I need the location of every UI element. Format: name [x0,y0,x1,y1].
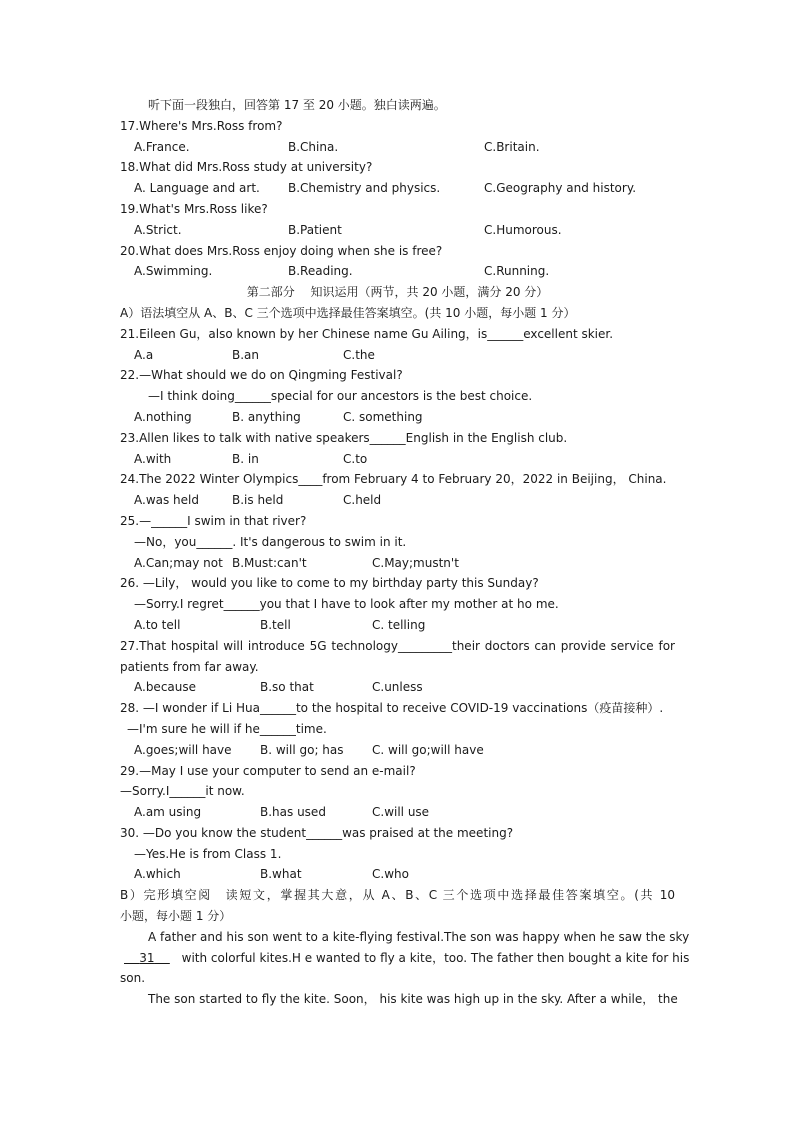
section-a-instruction: A）语法填空从 A、B、C 三个选项中选择最佳答案填空。(共 10 小题，每小题 1 分） [120,305,576,320]
cloze-paragraph1-line3: son. [120,971,146,986]
option-a: A.am using [134,805,202,820]
question-23-stem: 23.Allen likes to talk with native speakers______English in the English club. [120,430,568,445]
cloze-paragraph1-line2 [120,948,690,969]
option-b: B.is held [232,493,284,508]
question-20-stem: 20.What does Mrs.Ross enjoy doing when she is free? [120,243,443,258]
cloze-paragraph1-line2-text: with colorful kites.H e wanted to fly a kite，too. The father then bought a kite for his [181,950,690,965]
question-26-line2: —Sorry.I regret______you that I have to look after my mother at ho me. [134,597,559,612]
option-c: C.May;mustn't [372,555,459,570]
option-c: C.the [343,347,375,362]
question-24-options [120,490,675,511]
option-a: A.France. [134,139,190,154]
option-c: C. will go;will have [372,742,484,757]
question-18-options [120,178,675,199]
option-b: B.Chemistry and physics. [288,181,441,196]
option-a: A.goes;will have [134,742,232,757]
option-b: B.so that [260,680,314,695]
option-a: A.with [134,451,172,466]
option-b: B. anything [232,409,301,424]
question-30-line2: —Yes.He is from Class 1. [134,846,282,861]
option-b: B.Must:can't [232,555,307,570]
question-20-options [120,261,675,282]
question-24-stem: 24.The 2022 Winter Olympics____from February 4 to February 20，2022 in Beijing， China. [120,472,667,487]
question-23-options [120,449,675,470]
option-c: C.held [343,493,382,508]
option-c: C.who [372,867,409,882]
question-28-line2: —I'm sure he will if he______time. [127,721,327,736]
question-27-stem: 27.That hospital will introduce 5G technology_________their doctors can provide service for [120,638,675,653]
option-a: A.because [134,680,197,695]
question-26-stem: 26. —Lily， would you like to come to my birthday party this Sunday? [120,576,539,591]
blank-number: 31 [139,950,155,965]
question-29-options [120,802,675,823]
question-19-stem: 19.What's Mrs.Ross like? [120,201,268,216]
question-28-options [120,740,675,761]
option-c: C.unless [372,680,423,695]
exam-page [120,95,690,1010]
option-a: A.was held [134,493,199,508]
part2-heading: 第二部分 知识运用（两节，共 20 小题，满分 20 分） [246,285,549,300]
option-c: C.Geography and history. [484,181,637,196]
option-b: B. will go; has [260,742,344,757]
option-a: A.Swimming. [134,264,213,279]
question-30-options [120,864,675,885]
option-c: C.Running. [484,264,550,279]
cloze-paragraph1-line1: A father and his son went to a kite-flying festival.The son was happy when he saw the sky [148,929,690,944]
option-a: A.Strict. [134,222,182,237]
question-21-options [120,345,675,366]
question-25-line2: —No，you______. It's dangerous to swim in it. [134,534,407,549]
option-b: B.tell [260,617,291,632]
option-a: A.to tell [134,617,181,632]
cloze-blank-31 [120,951,178,965]
question-22-options [120,407,675,428]
option-c: C. telling [372,617,426,632]
question-18-stem: 18.What did Mrs.Ross study at university? [120,160,373,175]
option-c: C.Humorous. [484,222,562,237]
option-c: C.Britain. [484,139,540,154]
question-25-options [120,553,675,574]
option-b: B.China. [288,139,339,154]
option-a: A.nothing [134,409,192,424]
listening-instruction: 听下面一段独白，回答第 17 至 20 小题。独白读两遍。 [148,98,446,112]
question-27-line2: patients from far away. [120,659,259,674]
option-a: A. Language and art. [134,181,260,196]
option-b: B.Patient [288,222,342,237]
question-19-options [120,220,675,241]
question-27-options [120,677,675,698]
option-c: C. something [343,409,423,424]
cloze-instruction-line1: B）完形填空阅 读短文，掌握其大意，从 A、B、C 三个选项中选择最佳答案填空。(共 10 [120,888,675,903]
option-a: A.a [134,347,154,362]
question-22-line2: —I think doing______special for our ancestors is the best choice. [148,389,533,404]
option-b: B. in [232,451,259,466]
question-26-options [120,615,675,636]
cloze-paragraph2-line1: The son started to fly the kite. Soon， his kite was high up in the sky. After a while， the [148,992,678,1007]
option-b: B.what [260,867,302,882]
option-b: B.Reading. [288,264,353,279]
option-a: A.which [134,867,181,882]
option-a: A.Can;may not [134,555,223,570]
question-21-stem: 21.Eileen Gu，also known by her Chinese name Gu Ailing，is______excellent skier. [120,326,614,341]
option-c: C.will use [372,805,430,820]
question-28-stem: 28. —I wonder if Li Hua______to the hospital to receive COVID-19 vaccinations（疫苗接种）. [120,701,664,716]
option-b: B.has used [260,805,326,820]
option-c: C.to [343,451,368,466]
question-22-stem: 22.—What should we do on Qingming Festival? [120,368,403,383]
question-17-options [120,137,675,158]
cloze-instruction-line2: 小题，每小题 1 分） [120,909,232,924]
question-17-stem: 17.Where's Mrs.Ross from? [120,118,283,133]
option-b: B.an [232,347,260,362]
question-29-stem: 29.—May I use your computer to send an e-mail? [120,763,416,778]
question-30-stem: 30. —Do you know the student______was praised at the meeting? [120,825,514,840]
question-25-stem: 25.—______I swim in that river? [120,513,307,528]
question-29-line2: —Sorry.I______it now. [120,784,245,799]
